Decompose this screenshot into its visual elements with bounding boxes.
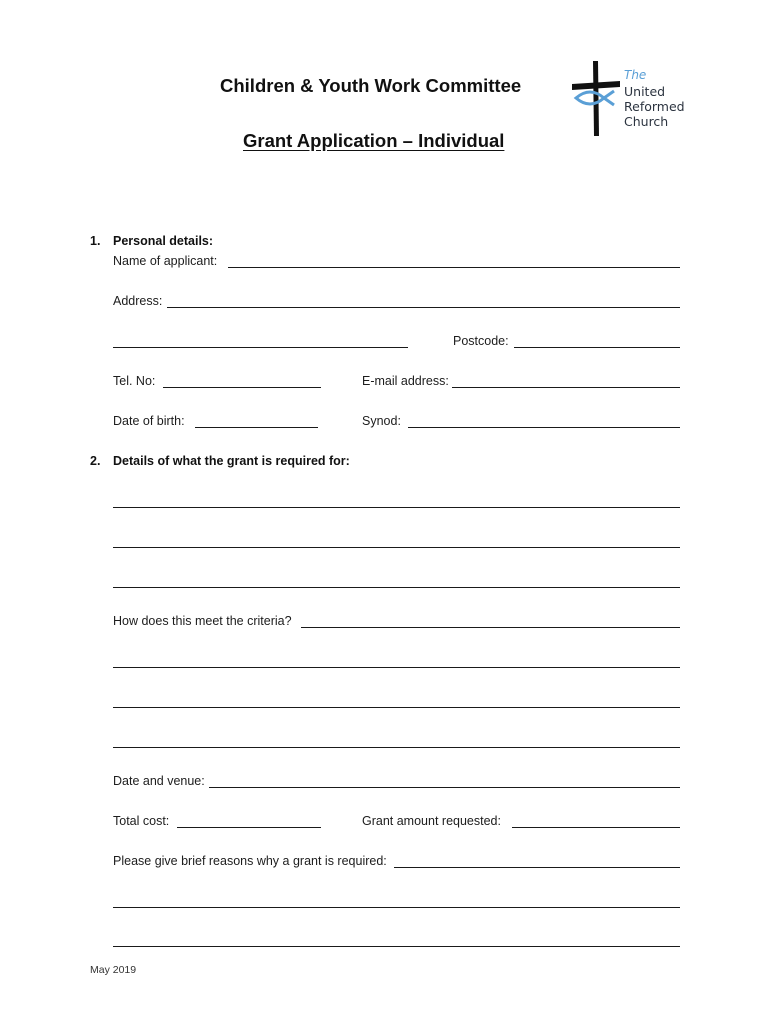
- tel-label: Tel. No:: [113, 374, 156, 388]
- criteria-line-1[interactable]: [113, 667, 680, 668]
- urc-logo: [568, 58, 688, 138]
- details-line-2[interactable]: [113, 547, 680, 548]
- reasons-label: Please give brief reasons why a grant is required:: [113, 854, 387, 868]
- logo-the: The: [624, 68, 647, 82]
- postcode-label: Postcode:: [453, 334, 509, 348]
- committee-title: Children & Youth Work Committee: [220, 75, 522, 96]
- logo-church: Church: [624, 114, 669, 129]
- details-line-1[interactable]: [113, 507, 680, 508]
- form-title: Grant Application – Individual: [243, 130, 505, 151]
- email-field[interactable]: [452, 387, 680, 388]
- criteria-field[interactable]: [301, 627, 680, 628]
- dob-label: Date of birth:: [113, 414, 185, 428]
- reasons-line-1[interactable]: [113, 907, 680, 908]
- section2-heading: Details of what the grant is required for:: [113, 454, 350, 468]
- amount-label: Grant amount requested:: [362, 814, 501, 828]
- dob-field[interactable]: [195, 427, 318, 428]
- name-field[interactable]: [228, 267, 680, 268]
- logo-reformed: Reformed: [624, 99, 685, 114]
- cross-fish-icon: [568, 58, 624, 138]
- section2-number: 2.: [90, 454, 101, 468]
- address-label: Address:: [113, 294, 163, 308]
- reasons-field[interactable]: [394, 867, 680, 868]
- criteria-line-2[interactable]: [113, 707, 680, 708]
- address-field-2[interactable]: [113, 347, 408, 348]
- section1-number: 1.: [90, 234, 101, 248]
- criteria-line-3[interactable]: [113, 747, 680, 748]
- postcode-field[interactable]: [514, 347, 680, 348]
- synod-field[interactable]: [408, 427, 680, 428]
- name-label: Name of applicant:: [113, 254, 218, 268]
- email-label: E-mail address:: [362, 374, 449, 388]
- cost-label: Total cost:: [113, 814, 170, 828]
- section1-heading: Personal details:: [113, 234, 214, 248]
- criteria-label: How does this meet the criteria?: [113, 614, 292, 628]
- venue-label: Date and venue:: [113, 774, 205, 788]
- tel-field[interactable]: [163, 387, 321, 388]
- footer-date: May 2019: [90, 964, 137, 976]
- synod-label: Synod:: [362, 414, 401, 428]
- venue-field[interactable]: [209, 787, 680, 788]
- reasons-line-2[interactable]: [113, 946, 680, 947]
- address-field-1[interactable]: [167, 307, 680, 308]
- amount-field[interactable]: [512, 827, 680, 828]
- logo-united: United: [624, 84, 666, 99]
- cost-field[interactable]: [177, 827, 321, 828]
- details-line-3[interactable]: [113, 587, 680, 588]
